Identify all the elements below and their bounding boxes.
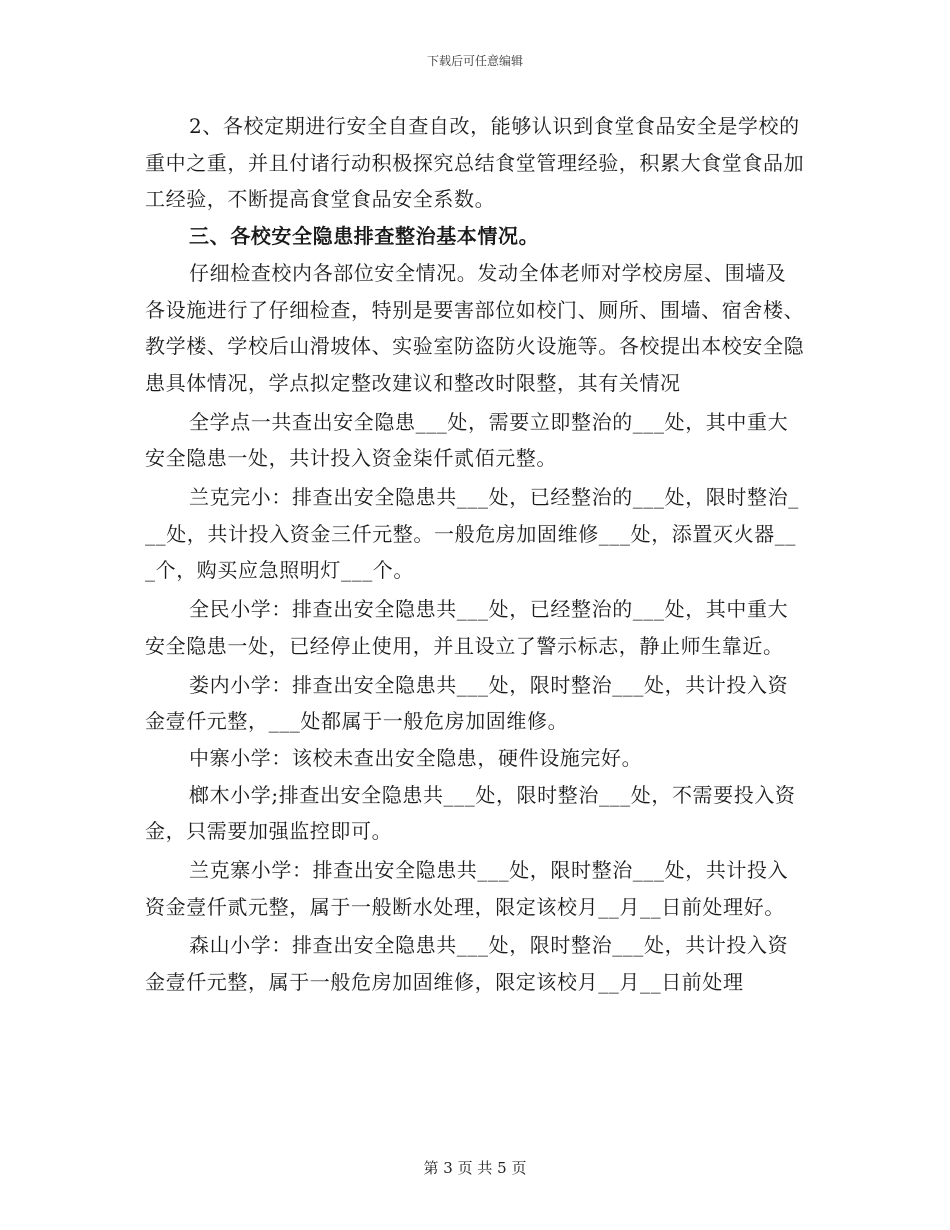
document-body (145, 108, 805, 1001)
paragraph-lanke-primary: 兰克完小：排查出安全隐患共___处，已经整治的___处，限时整治___处，共计投入资金三仟元整。一般危房加固维修___处，添置灭火器___个，购买应急照明灯___个。 (145, 485, 799, 583)
paragraph-total-summary: 全学点一共查出安全隐患___处，需要立即整治的___处，其中重大安全隐患一处，共计投入资金柒仟贰佰元整。 (145, 409, 789, 471)
paragraph-loune-primary: 娄内小学：排查出安全隐患共___处，限时整治___处，共计投入资金壹仟元整，___处都属于一般危房加固维修。 (145, 672, 789, 734)
paragraph-quanmin-primary: 全民小学：排查出安全隐患共___处，已经整治的___处，其中重大安全隐患一处，已经停止使用，并且设立了警示标志，静止师生靠近。 (145, 597, 789, 658)
paragraph-langmu-primary: 榔木小学;排查出安全隐患共___处，限时整治___处，不需要投入资金，只需要加强监控即可。 (145, 782, 796, 844)
paragraph-canteen-selfcheck: 2、各校定期进行安全自查自改，能够认识到食堂食品安全是学校的重中之重，并且付诸行动积极探究总结食堂管理经验，积累大食堂食品加工经验，不断提高食堂食品安全系数。 (145, 114, 805, 212)
page-number-footer: 第 3 页 共 5 页 (423, 1159, 527, 1177)
paragraph-lankezhai-primary: 兰克寨小学：排查出安全隐患共___处，限时整治___处，共计投入资金壹仟贰元整，属于一般断水处理，限定该校月__月__日前处理好。 (145, 858, 789, 919)
paragraph-senshan-primary: 森山小学：排查出安全隐患共___处，限时整治___处，共计投入资金壹仟元整，属于一般危房加固维修，限定该校月__月__日前处理 (145, 933, 789, 995)
section-heading-hazard-inspection: 三、各校安全隐患排查整治基本情况。 (189, 224, 540, 249)
paragraph-inspection-overview: 仔细检查校内各部位安全情况。发动全体老师对学校房屋、围墙及各设施进行了仔细检查，特别是要害部位如校门、厕所、围墙、宿舍楼、教学楼、学校后山滑坡体、实验室防盗防火设施等。各校提出本校安全隐患具体情况，学点拟定整改建议和整改时限整，其有关情况 (145, 260, 805, 395)
page-header: 下载后可任意编辑 (426, 54, 523, 68)
paragraph-zhongzhai-primary: 中寨小学：该校未查出安全隐患，硬件设施完好。 (189, 745, 643, 770)
